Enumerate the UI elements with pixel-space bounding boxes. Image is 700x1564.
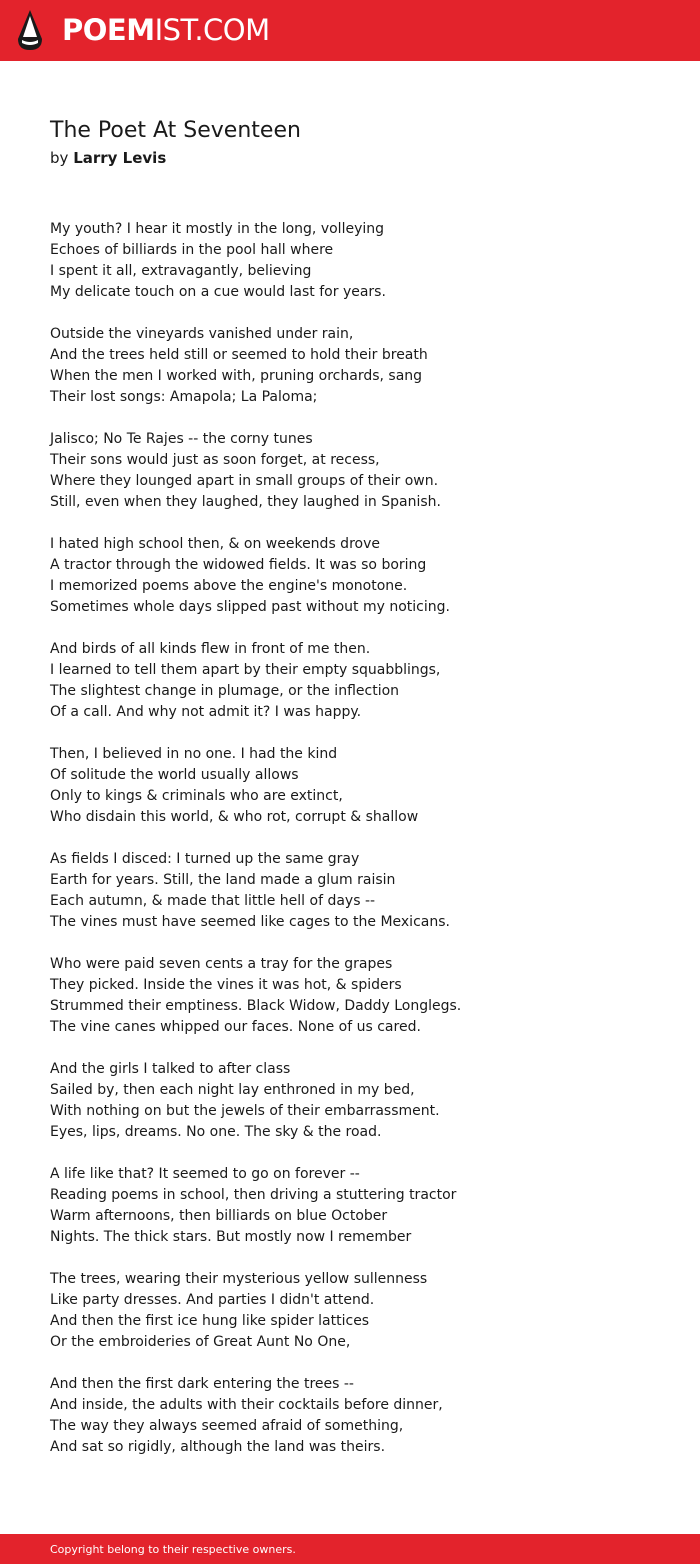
poem-title: The Poet At Seventeen xyxy=(50,118,301,143)
poem-line: They picked. Inside the vines it was hot, & spiders xyxy=(50,977,402,993)
poem-line: Or the embroideries of Great Aunt No One, xyxy=(50,1334,351,1350)
stanza xyxy=(50,954,670,1038)
poem-line: I learned to tell them apart by their empty squabblings, xyxy=(50,662,441,678)
stanza xyxy=(50,324,670,408)
poem-line: Strummed their emptiness. Black Widow, Daddy Longlegs. xyxy=(50,998,462,1014)
poem-line: Like party dresses. And parties I didn't attend. xyxy=(50,1292,375,1308)
poem-line: Where they lounged apart in small groups of their own. xyxy=(50,473,439,489)
stanza xyxy=(50,849,670,933)
stanza xyxy=(50,744,670,828)
poem-line: Reading poems in school, then driving a stuttering tractor xyxy=(50,1187,457,1203)
poem-line: When the men I worked with, pruning orchards, sang xyxy=(50,368,423,384)
poem-line: The trees, wearing their mysterious yellow sullenness xyxy=(50,1271,428,1287)
poem-line: Only to kings & criminals who are extinct, xyxy=(50,788,343,804)
byline xyxy=(50,148,166,169)
poem-line: And birds of all kinds flew in front of me then. xyxy=(50,641,371,657)
stanza xyxy=(50,429,670,513)
poem-line: Still, even when they laughed, they laughed in Spanish. xyxy=(50,494,441,510)
poem-line: The slightest change in plumage, or the inflection xyxy=(50,683,400,699)
poem-line: And inside, the adults with their cocktails before dinner, xyxy=(50,1397,443,1413)
poem-line: Of solitude the world usually allows xyxy=(50,767,299,783)
poem-line: Earth for years. Still, the land made a glum raisin xyxy=(50,872,396,888)
copyright-text: Copyright belong to their respective owners. xyxy=(50,1543,296,1556)
stanza xyxy=(50,639,670,723)
poem-line: Jalisco; No Te Rajes -- the corny tunes xyxy=(50,431,313,447)
poem-line: I hated high school then, & on weekends drove xyxy=(50,536,380,552)
poem-line: Then, I believed in no one. I had the kind xyxy=(50,746,338,762)
by-label: by xyxy=(50,149,69,167)
site-footer xyxy=(0,1534,700,1564)
stanza xyxy=(50,534,670,618)
poem-line: My youth? I hear it mostly in the long, volleying xyxy=(50,221,385,237)
poem-line: Nights. The thick stars. But mostly now I remember xyxy=(50,1229,412,1245)
stanza xyxy=(50,1164,670,1248)
author-name: Larry Levis xyxy=(73,149,167,167)
poem-line: Eyes, lips, dreams. No one. The sky & the road. xyxy=(50,1124,382,1140)
poem-line: Who were paid seven cents a tray for the grapes xyxy=(50,956,393,972)
poem-line: Each autumn, & made that little hell of days -- xyxy=(50,893,376,909)
poem-line: Sailed by, then each night lay enthroned in my bed, xyxy=(50,1082,415,1098)
poem-line: Warm afternoons, then billiards on blue October xyxy=(50,1208,388,1224)
poem-line: A tractor through the widowed fields. It was so boring xyxy=(50,557,427,573)
poem-line: My delicate touch on a cue would last for years. xyxy=(50,284,386,300)
poem-line: Sometimes whole days slipped past without my noticing. xyxy=(50,599,450,615)
poem-line: The vine canes whipped our faces. None of us cared. xyxy=(50,1019,421,1035)
poem-line: Their lost songs: Amapola; La Paloma; xyxy=(50,389,318,405)
poem-line: With nothing on but the jewels of their embarrassment. xyxy=(50,1103,440,1119)
poem-line: And then the first dark entering the trees -- xyxy=(50,1376,354,1392)
poem-line: And the girls I talked to after class xyxy=(50,1061,291,1077)
poem-line: Outside the vineyards vanished under rain, xyxy=(50,326,354,342)
poem-line: And the trees held still or seemed to hold their breath xyxy=(50,347,428,363)
poem-line: As fields I disced: I turned up the same gray xyxy=(50,851,360,867)
poem-line: The way they always seemed afraid of something, xyxy=(50,1418,404,1434)
poem-line: The vines must have seemed like cages to the Mexicans. xyxy=(50,914,450,930)
poem-line: I memorized poems above the engine's monotone. xyxy=(50,578,408,594)
stanza xyxy=(50,1374,670,1458)
stanza xyxy=(50,1059,670,1143)
logo-bold-text: POEM xyxy=(62,13,155,47)
poem-line: I spent it all, extravagantly, believing xyxy=(50,263,312,279)
poem-line: Who disdain this world, & who rot, corrupt & shallow xyxy=(50,809,419,825)
poem-line: A life like that? It seemed to go on forever -- xyxy=(50,1166,360,1182)
site-logo[interactable] xyxy=(62,12,270,48)
site-header xyxy=(0,0,700,61)
poem-line: Their sons would just as soon forget, at recess, xyxy=(50,452,380,468)
poem-line: And then the first ice hung like spider lattices xyxy=(50,1313,370,1329)
logo-light-text: IST.COM xyxy=(154,13,270,47)
stanza xyxy=(50,219,670,303)
poem-body xyxy=(50,219,670,1479)
poem-line: Of a call. And why not admit it? I was happy. xyxy=(50,704,362,720)
stanza xyxy=(50,1269,670,1353)
poem-line: Echoes of billiards in the pool hall where xyxy=(50,242,334,258)
poem-line: And sat so rigidly, although the land was theirs. xyxy=(50,1439,386,1455)
pen-nib-icon[interactable] xyxy=(17,9,43,51)
